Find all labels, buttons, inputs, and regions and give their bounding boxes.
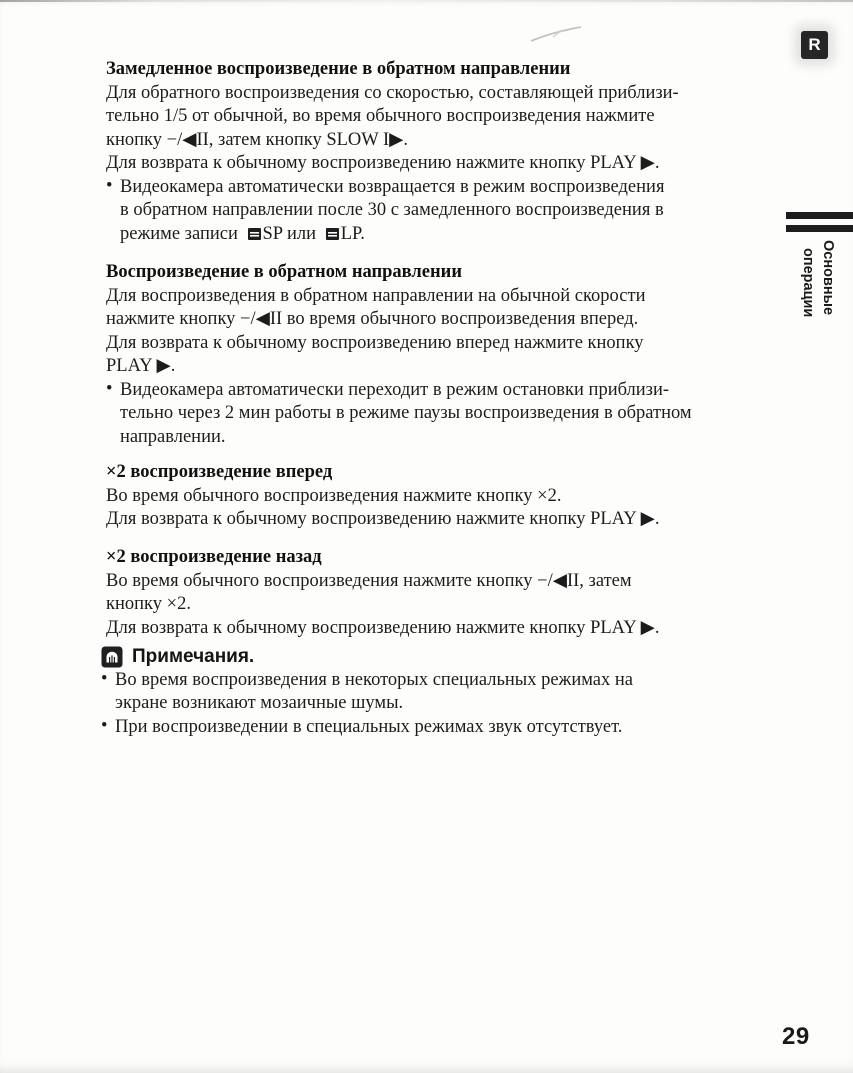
section-slow-reverse-playback [106,58,776,246]
text-line: PLAY ▶. [106,356,176,376]
text-line: тельно 1/5 от обычной, во время обычного воспроизведения нажмите [106,106,655,126]
text-line: Во время обычного воспроизведения нажмите кнопку ×2. [106,485,562,506]
text-line: в обратном направлении после 30 с замедленного воспроизведения в [120,200,664,220]
bullet-line: • Видеокамера автоматически возвращается в режим воспроизведения [106,176,776,200]
text-line: режиме записи SP или LP. [120,223,365,244]
section-heading: Замедленное воспроизведение в обратном направлении [106,59,571,79]
bullet-line: • Во время воспроизведения в некоторых специальных режимах на [101,669,771,693]
text-line: Для возврата к обычному воспроизведению нажмите кнопку PLAY ▶. [106,509,660,529]
tape-mode-icon [248,228,261,240]
chapter-tab-line2: операции [800,248,816,318]
text-line: тельно через 2 мин работы в режиме паузы воспроизведения в обратном [120,403,692,423]
chapter-tab-label [798,240,838,317]
section-heading: Воспроизведение в обратном направлении [106,262,462,282]
section-notes [101,645,771,739]
scan-edge-shadow [0,0,853,2]
language-badge [801,31,828,59]
section-reverse-playback [106,261,776,449]
text-line: Для возврата к обычному воспроизведению нажмите кнопку PLAY ▶. [106,617,660,638]
tape-mode-icon [326,228,339,240]
text-line: кнопку −/◀II, затем кнопку SLOW I▶. [106,129,409,150]
section-x2-reverse-playback [106,546,776,640]
page-number: 29 [782,1023,810,1050]
notes-heading [101,645,771,669]
text-line: Во время обычного воспроизведения нажмите кнопку −/◀II, затем [106,570,632,591]
section-heading: ×2 воспроизведение назад [106,547,322,567]
tab-bar-bottom [786,225,853,232]
text-line: кнопку ×2. [106,594,191,614]
chapter-tab-line1: Основные [820,240,836,316]
text-line: Для обратного воспроизведения со скоростью, составляющей приблизи- [106,82,679,103]
bullet-line: • Видеокамера автоматически переходит в режим остановки приблизи- [106,379,776,403]
chapter-tab-bars [786,212,853,232]
section-heading: ×2 воспроизведение вперед [106,462,333,482]
text-line: экране возникают мозаичные шумы. [115,693,404,713]
text-line: Для воспроизведения в обратном направлении на обычной скорости [106,285,646,306]
text-line: Для возврата к обычному воспроизведению вперед нажмите кнопку [106,332,644,353]
notes-heading-text: Примечания. [132,646,255,667]
text-line: нажмите кнопку −/◀II во время обычного воспроизведения вперед. [106,309,639,329]
section-x2-forward-playback [106,461,776,532]
pencil-scan-mark-icon [527,22,587,46]
tab-bar-top [786,212,853,219]
note-icon [101,646,123,668]
text-line: Для возврата к обычному воспроизведению нажмите кнопку PLAY ▶. [106,153,660,173]
language-badge-letter: R [808,35,821,54]
text-line: направлении. [120,426,226,447]
bullet-line: • При воспроизведении в специальных режимах звук отсутствует. [101,716,771,740]
